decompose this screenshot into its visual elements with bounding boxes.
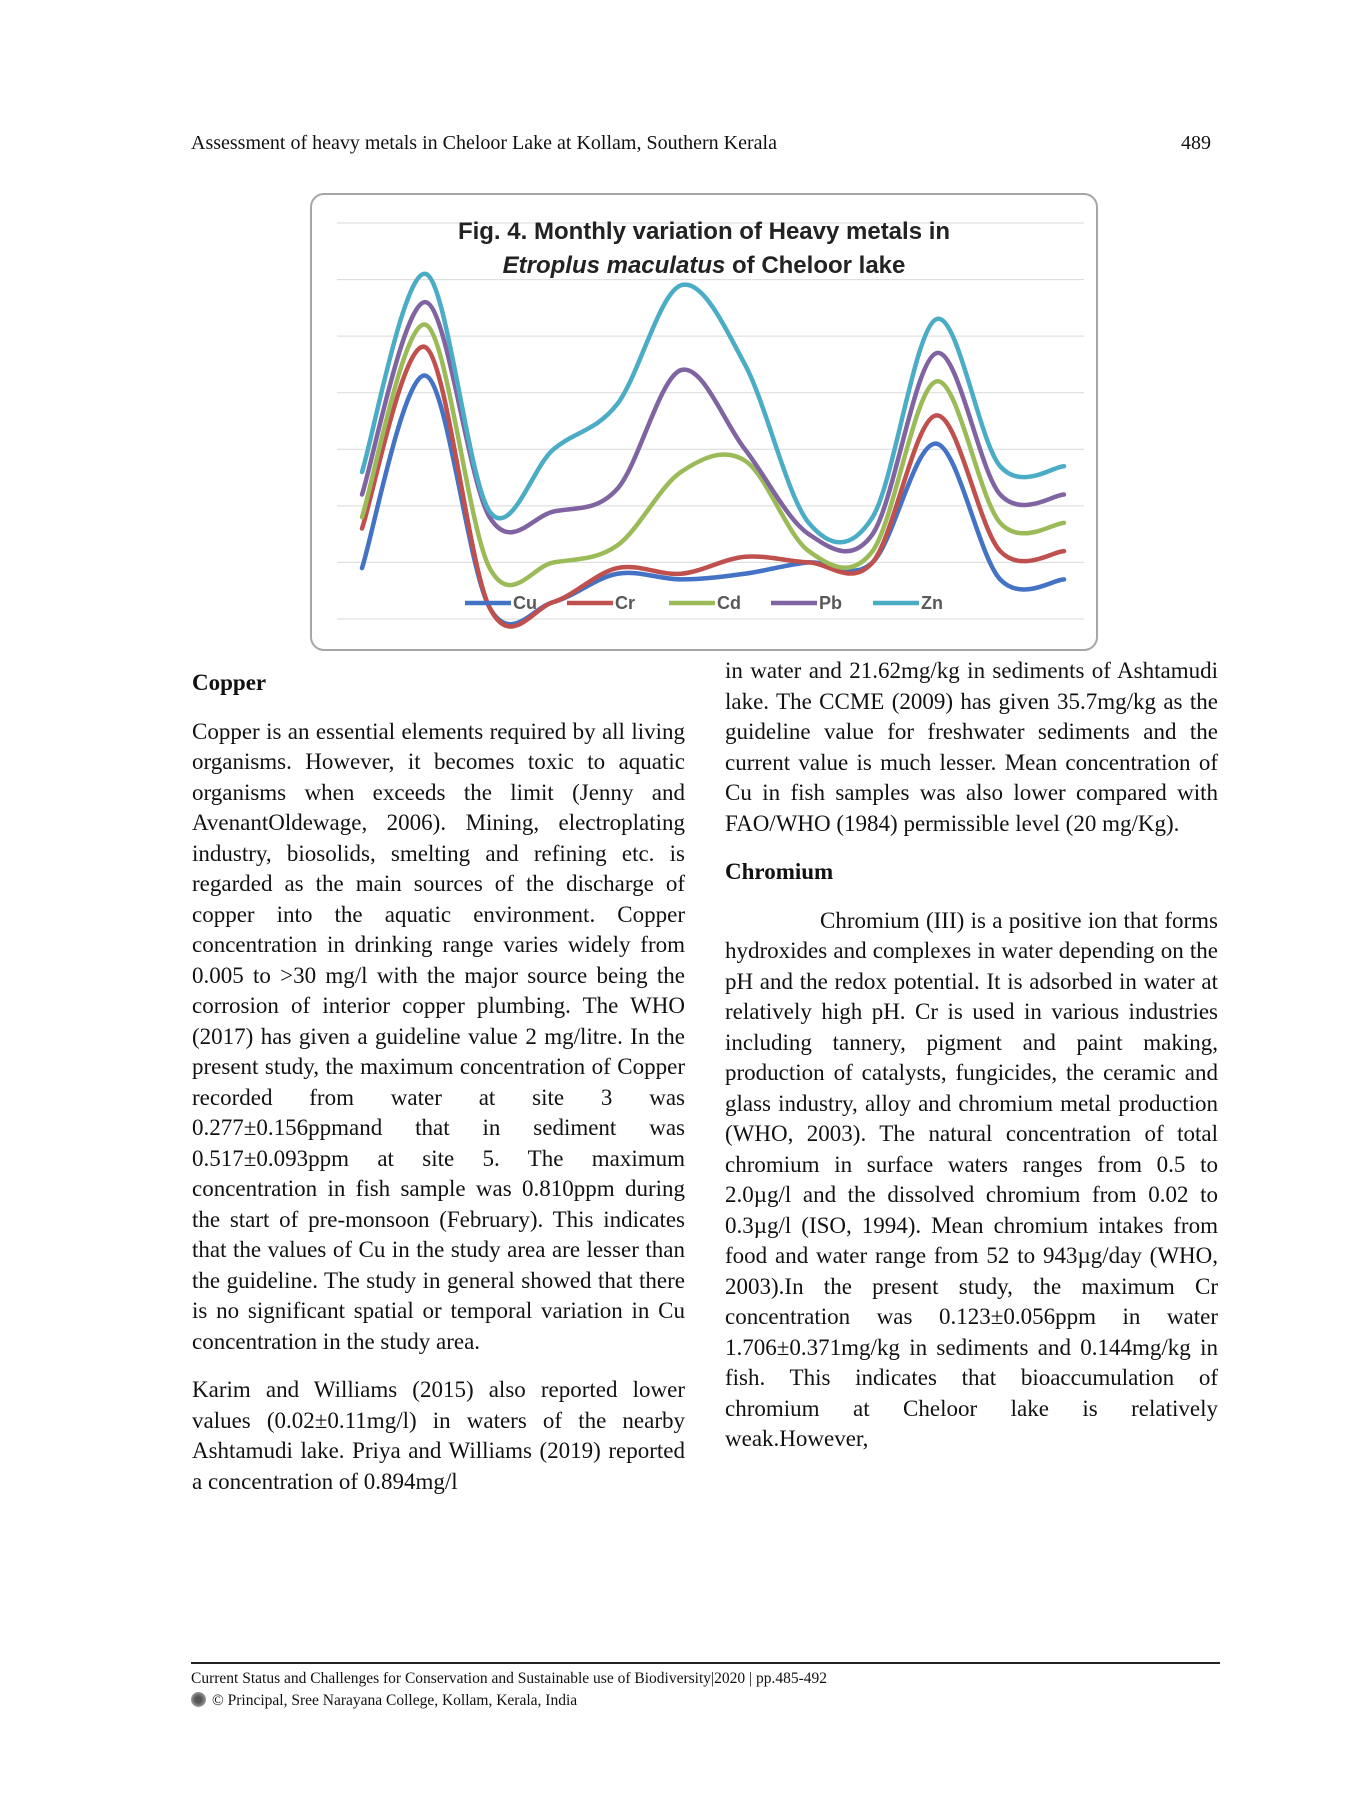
figure-title-line1: Fig. 4. Monthly variation of Heavy metals in	[457, 218, 951, 245]
left-column	[192, 668, 685, 1515]
college-logo-icon	[191, 1692, 206, 1707]
legend-label-cr: Cr	[615, 593, 636, 613]
chromium-paragraph: Chromium (III) is a positive ion that forms hydroxides and complexes in water depending on the pH and the redox potential. It is adsorbed in water at relatively high pH. Cr is used in various industries including tannery, pigment and paint making, production of catalysts, fungicides, the ceramic and glass industry, alloy and chromium metal production (WHO, 2003). The natural concentration of total chromium in surface waters ranges from 0.5 to 2.0µg/l and the dissolved chromium from 0.02 to 0.3µg/l (ISO, 1994). Mean chromium intakes from food and water range from 52 to 943µg/day (WHO, 2003).In the present study, the maximum Cr concentration was 0.123±0.056ppm in water 1.706±0.371mg/kg in sediments and 0.144mg/kg in fish. This indicates that bioaccumulation of chromium at Cheloor lake is relatively weak.However,	[725, 907, 1218, 1451]
running-title: Assessment of heavy metals in Cheloor Lake at Kollam, Southern Kerala	[191, 132, 777, 154]
chromium-heading: Chromium	[725, 859, 834, 884]
figure-title-rest: of Cheloor lake	[725, 252, 906, 279]
footer-divider	[191, 1662, 1220, 1664]
right-column	[725, 658, 1218, 1473]
figure-4	[310, 193, 1098, 651]
legend-label-cu: Cu	[513, 593, 537, 613]
legend-label-zn: Zn	[921, 593, 943, 613]
figure-title	[312, 215, 1096, 283]
legend-label-cd: Cd	[717, 593, 741, 613]
copper-paragraph-1: Copper is an essential elements required by all living organisms. However, it becomes toxic to aquatic organisms when exceeds the limit (Jenny and AvenantOldewage, 2006). Mining, electroplating industry, biosolids, smelting and refining etc. is regarded as the main sources of the discharge of copper into the aquatic environment. Copper concentration in drinking range varies widely from 0.005 to >30 mg/l with the major source being the corrosion of interior copper plumbing. The WHO (2017) has given a guideline value 2 mg/litre. In the present study, the maximum concentration of Copper recorded from water at site 3 was 0.277±0.156ppmand that in sediment was 0.517±0.093ppm at site 5. The maximum concentration in fish sample was 0.810ppm during the start of pre-monsoon (February). This indicates that the values of Cu in the study area are lesser than the guideline. The study in general showed that there is no significant spatial or temporal variation in Cu concentration in the study area.	[192, 718, 685, 1354]
series-line-cd	[362, 325, 1064, 586]
page-number: 489	[1181, 132, 1211, 154]
figure-title-line2	[312, 249, 1096, 283]
running-header	[191, 132, 1211, 162]
footer-copyright: © Principal, Sree Narayana College, Kollam, Kerala, India	[212, 1692, 578, 1709]
legend-label-pb: Pb	[819, 593, 843, 613]
footer-copyright-row	[191, 1690, 827, 1712]
footer	[191, 1668, 827, 1712]
figure-title-species: Etroplus maculatus	[502, 252, 726, 279]
copper-paragraph-3: in water and 21.62mg/kg in sediments of Ashtamudi lake. The CCME (2009) has given 35.7mg/kg as the guideline value for freshwater sediments and the current value is much lesser. Mean concentration of Cu in fish samples was also lower compared with FAO/WHO (1984) permissible level (20 mg/Kg).	[725, 658, 1218, 836]
copper-paragraph-2: Karim and Williams (2015) also reported lower values (0.02±0.11mg/l) in waters of the nearby Ashtamudi lake. Priya and Williams (2019) reported a concentration of 0.894mg/l	[192, 1377, 685, 1494]
copper-heading: Copper	[192, 670, 267, 695]
footer-citation: Current Status and Challenges for Conservation and Sustainable use of Biodiversity|2020 | pp.485-492	[191, 1670, 828, 1687]
